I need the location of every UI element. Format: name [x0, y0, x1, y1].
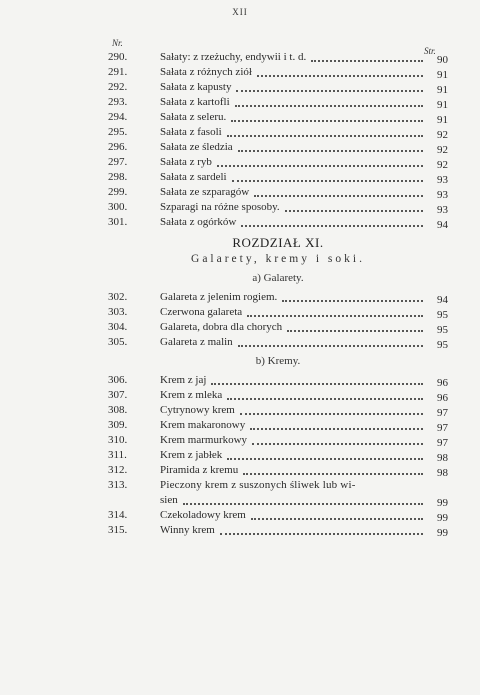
toc-entry-continuation	[108, 493, 448, 508]
entry-number: 304.	[108, 321, 128, 333]
dot-leader	[282, 300, 423, 302]
toc-entry	[108, 50, 448, 65]
entry-page: 92	[437, 159, 448, 171]
entry-title: Sałata z kartofli	[160, 96, 230, 108]
entry-page: 91	[437, 99, 448, 111]
entry-page: 91	[437, 114, 448, 126]
entry-title: Galareta z malin	[160, 336, 233, 348]
dot-leader	[240, 413, 423, 415]
dot-leader	[243, 473, 423, 475]
toc-entry	[108, 448, 448, 463]
entry-page: 91	[437, 84, 448, 96]
dot-leader	[232, 180, 423, 182]
entry-number: 294.	[108, 111, 128, 123]
chapter-title: ROZDZIAŁ XI.	[232, 235, 324, 250]
entry-number: 296.	[108, 141, 128, 153]
toc-entry	[108, 110, 448, 125]
entry-page: 94	[437, 219, 448, 231]
entry-title: Krem z mleka	[160, 389, 223, 401]
entry-page: 93	[437, 204, 448, 216]
toc-entry	[108, 403, 448, 418]
dot-leader	[235, 105, 423, 107]
entry-title: Czerwona galareta	[160, 306, 243, 318]
toc-entry	[108, 433, 448, 448]
entry-title: Sałata z fasoli	[160, 126, 222, 138]
dot-leader	[236, 90, 423, 92]
entry-number: 314.	[108, 509, 128, 521]
toc-entry	[108, 523, 448, 538]
entry-number: 306.	[108, 374, 128, 386]
salad-entries	[108, 50, 448, 230]
dot-leader	[251, 518, 423, 520]
entry-page: 98	[437, 467, 448, 479]
entry-page: 99	[437, 527, 448, 539]
toc-entry	[108, 418, 448, 433]
entry-title: Pieczony krem z suszonych śliwek lub wi-	[160, 479, 356, 491]
entry-number: 293.	[108, 96, 128, 108]
entry-page: 96	[437, 377, 448, 389]
entry-title: Czekoladowy krem	[160, 509, 246, 521]
entry-title: Sałata z ryb	[160, 156, 212, 168]
toc-entry	[108, 463, 448, 478]
dot-leader	[238, 150, 423, 152]
entry-page: 97	[437, 422, 448, 434]
entry-number: 300.	[108, 201, 128, 213]
entry-title: Sałata z ogórków	[160, 216, 237, 228]
entry-page: 91	[437, 69, 448, 81]
toc-entry	[108, 215, 448, 230]
dot-leader	[285, 210, 423, 212]
entry-title: Sałata z sardeli	[160, 171, 227, 183]
dot-leader	[257, 75, 423, 77]
dot-leader	[254, 195, 423, 197]
entry-number: 291.	[108, 66, 128, 78]
dot-leader	[287, 330, 423, 332]
entry-page: 99	[437, 497, 448, 509]
entry-title: Piramida z kremu	[160, 464, 239, 476]
entry-number: 310.	[108, 434, 128, 446]
dot-leader	[227, 458, 423, 460]
entry-number: 298.	[108, 171, 128, 183]
dot-leader	[231, 120, 423, 122]
entry-title: Krem marmurkowy	[160, 434, 248, 446]
section-heading-a: a) Galarety.	[252, 272, 304, 284]
entry-title: Krem makaronowy	[160, 419, 246, 431]
entry-title: Sałata ze szparagów	[160, 186, 250, 198]
toc-entry	[108, 185, 448, 200]
entry-number: 290.	[108, 51, 128, 63]
page-number: XII	[232, 7, 248, 17]
dot-leader	[211, 383, 423, 385]
entry-title: Cytrynowy krem	[160, 404, 235, 416]
dot-leader	[217, 165, 423, 167]
dot-leader	[252, 443, 423, 445]
entry-number: 309.	[108, 419, 128, 431]
chapter-subtitle: Galarety, kremy i soki.	[191, 253, 365, 265]
entry-page: 95	[437, 309, 448, 321]
entry-number: 292.	[108, 81, 128, 93]
entry-page: 96	[437, 392, 448, 404]
toc-entry	[108, 335, 448, 350]
entry-page: 92	[437, 144, 448, 156]
entry-title: Sałata z różnych ziół	[160, 66, 252, 78]
dot-leader	[250, 428, 423, 430]
entry-page: 97	[437, 437, 448, 449]
number-column-header: Nr.	[112, 38, 123, 48]
entry-page: 94	[437, 294, 448, 306]
dot-leader	[311, 60, 423, 62]
toc-entry	[108, 155, 448, 170]
galarety-entries	[108, 290, 448, 350]
entry-page: 92	[437, 129, 448, 141]
entry-number: 303.	[108, 306, 128, 318]
toc-entry	[108, 388, 448, 403]
more-kremy-entries	[108, 508, 448, 538]
dot-leader	[241, 225, 423, 227]
entry-number: 315.	[108, 524, 128, 536]
entry-number: 307.	[108, 389, 128, 401]
toc-entry	[108, 373, 448, 388]
entry-number: 299.	[108, 186, 128, 198]
section-heading-b: b) Kremy.	[255, 355, 301, 367]
entry-title: Krem z jabłek	[160, 449, 223, 461]
toc-entry	[108, 305, 448, 320]
entry-title-continuation: sien	[160, 494, 178, 506]
entry-number: 297.	[108, 156, 128, 168]
entry-page: 90	[437, 54, 448, 66]
entry-page: 98	[437, 452, 448, 464]
entry-title: Sałata z seleru.	[160, 111, 227, 123]
toc-entry	[108, 508, 448, 523]
dot-leader	[183, 503, 423, 505]
entry-page: 93	[437, 174, 448, 186]
dot-leader	[227, 398, 423, 400]
entry-page: 95	[437, 324, 448, 336]
entry-number: 308.	[108, 404, 128, 416]
entry-title: Galareta, dobra dla chorych	[160, 321, 283, 333]
kremy-entries	[108, 373, 448, 478]
entry-title: Sałata z kapusty	[160, 81, 232, 93]
entry-page: 93	[437, 189, 448, 201]
entry-title: Sałata ze śledzia	[160, 141, 233, 153]
toc-entry	[108, 80, 448, 95]
dot-leader	[247, 315, 423, 317]
entry-title: Szparagi na różne sposoby.	[160, 201, 280, 213]
toc-entry	[108, 290, 448, 305]
entry-number: 305.	[108, 336, 128, 348]
entry-page: 97	[437, 407, 448, 419]
entry-title: Galareta z jelenim rogiem.	[160, 291, 278, 303]
toc-entry	[108, 170, 448, 185]
toc-entry	[108, 478, 448, 493]
entry-number: 311.	[108, 449, 127, 461]
toc-entry	[108, 320, 448, 335]
entry-number: 301.	[108, 216, 128, 228]
entry-number: 302.	[108, 291, 128, 303]
toc-entry	[108, 95, 448, 110]
dot-leader	[227, 135, 423, 137]
toc-entry	[108, 140, 448, 155]
entry-page: 95	[437, 339, 448, 351]
entry-page: 99	[437, 512, 448, 524]
entry-number: 313.	[108, 479, 128, 491]
entry-number: 312.	[108, 464, 128, 476]
toc-entry	[108, 65, 448, 80]
dot-leader	[220, 533, 423, 535]
dot-leader	[238, 345, 423, 347]
entry-title: Krem z jaj	[160, 374, 207, 386]
page-column-header: Str.	[424, 46, 436, 56]
entry-number: 295.	[108, 126, 128, 138]
entry-title: Winny krem	[160, 524, 215, 536]
entry-title: Sałaty: z rzeżuchy, endywii i t. d.	[160, 51, 307, 63]
table-of-contents	[108, 50, 448, 538]
toc-entry	[108, 125, 448, 140]
toc-entry	[108, 200, 448, 215]
